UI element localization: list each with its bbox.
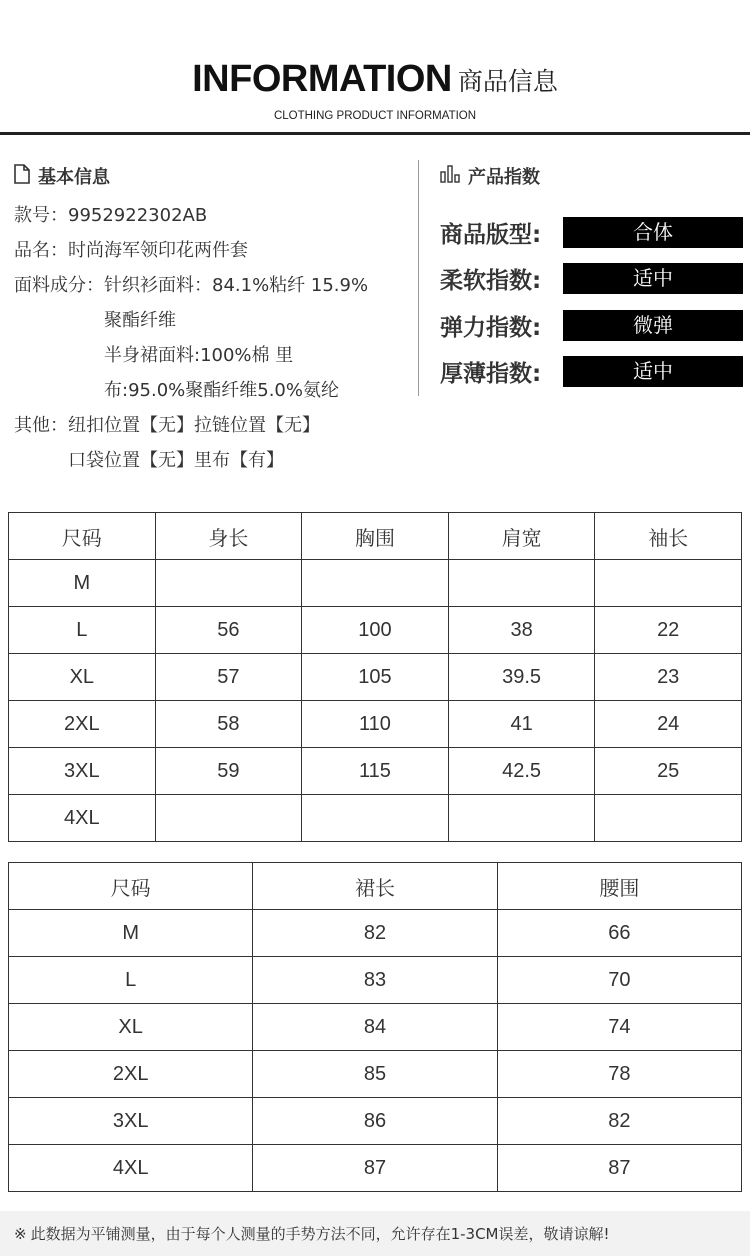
table-cell: 66 xyxy=(497,910,741,957)
table-cell: 105 xyxy=(302,654,449,701)
fabric-line: 针织衫面料：84.1%粘纤 15.9% xyxy=(104,275,369,296)
table-cell xyxy=(155,560,302,607)
table-row xyxy=(9,957,742,1004)
table-cell: 2XL xyxy=(9,701,156,748)
bar-chart-icon xyxy=(440,165,460,187)
index-value-badge: 合体 xyxy=(563,217,743,248)
fabric-line: 布:95.0%聚酯纤维5.0%氨纶 xyxy=(104,380,339,401)
index-value-badge: 微弹 xyxy=(563,310,743,341)
index-row-softness xyxy=(440,256,745,303)
other-line: 纽扣位置【无】拉链位置【无】 xyxy=(68,415,320,436)
title-english: INFORMATION xyxy=(192,58,452,100)
header-cell: 袖长 xyxy=(595,513,742,560)
product-index-heading xyxy=(440,160,745,192)
table-cell: 3XL xyxy=(9,1098,253,1145)
header-cell: 肩宽 xyxy=(448,513,595,560)
fabric-line: 半身裙面料:100%棉 里 xyxy=(104,345,294,366)
table-cell: 82 xyxy=(497,1098,741,1145)
title-row xyxy=(0,58,750,101)
title-chinese: 商品信息 xyxy=(457,66,558,96)
table-cell xyxy=(595,560,742,607)
table-cell: 83 xyxy=(253,957,497,1004)
product-name-value: 时尚海军领印花两件套 xyxy=(68,240,248,261)
index-row-thickness xyxy=(440,349,745,396)
table-cell xyxy=(448,795,595,842)
table-cell: 4XL xyxy=(9,1145,253,1192)
section-divider xyxy=(418,160,419,396)
table-cell: 56 xyxy=(155,607,302,654)
style-number-row xyxy=(14,198,414,233)
table-cell: 78 xyxy=(497,1051,741,1098)
fabric-row xyxy=(14,268,414,408)
table-cell: 24 xyxy=(595,701,742,748)
table-header-row xyxy=(9,863,742,910)
header-cell: 裙长 xyxy=(253,863,497,910)
index-label: 厚薄指数: xyxy=(440,361,542,388)
table-cell: 110 xyxy=(302,701,449,748)
index-row-fit xyxy=(440,209,745,256)
table-cell: 74 xyxy=(497,1004,741,1051)
table-cell: L xyxy=(9,607,156,654)
other-details xyxy=(68,408,320,478)
style-number-label: 款号： xyxy=(14,205,68,226)
table-cell: 59 xyxy=(155,748,302,795)
table-row xyxy=(9,654,742,701)
table-cell: 87 xyxy=(253,1145,497,1192)
other-line: 口袋位置【无】里布【有】 xyxy=(68,450,284,471)
basic-info-title: 基本信息 xyxy=(38,167,110,188)
table-cell: 3XL xyxy=(9,748,156,795)
table-header-row xyxy=(9,513,742,560)
table-cell: 100 xyxy=(302,607,449,654)
table-cell xyxy=(302,560,449,607)
reference-mark-icon: ※ xyxy=(14,1224,27,1243)
table-row xyxy=(9,607,742,654)
table-row xyxy=(9,1145,742,1192)
table-cell: M xyxy=(9,910,253,957)
table-cell: M xyxy=(9,560,156,607)
table-cell: 41 xyxy=(448,701,595,748)
table-cell: 22 xyxy=(595,607,742,654)
fabric-details xyxy=(104,268,368,408)
table-cell: 82 xyxy=(253,910,497,957)
page-header xyxy=(0,0,750,140)
style-number-value: 9952922302AB xyxy=(68,205,208,226)
table-row xyxy=(9,1051,742,1098)
basic-info-section xyxy=(14,160,414,478)
table-row xyxy=(9,560,742,607)
product-index-title: 产品指数 xyxy=(468,167,540,188)
other-label: 其他： xyxy=(14,415,68,436)
table-cell: 115 xyxy=(302,748,449,795)
skirt-size-table xyxy=(8,862,742,1192)
table-cell: L xyxy=(9,957,253,1004)
index-value-badge: 适中 xyxy=(563,356,743,387)
top-size-table xyxy=(8,512,742,842)
table-cell: 84 xyxy=(253,1004,497,1051)
disclaimer-text: 此数据为平铺测量，由于每个人测量的手势方法不同，允许存在1-3CM误差，敬请谅解! xyxy=(30,1225,610,1243)
table-row xyxy=(9,910,742,957)
table-cell: XL xyxy=(9,654,156,701)
product-index-section xyxy=(440,160,745,395)
table-row xyxy=(9,1098,742,1145)
document-icon xyxy=(14,164,30,188)
table-row xyxy=(9,701,742,748)
table-cell: 4XL xyxy=(9,795,156,842)
header-cell: 腰围 xyxy=(497,863,741,910)
index-label: 商品版型: xyxy=(440,221,542,248)
table-row xyxy=(9,1004,742,1051)
table-cell: 57 xyxy=(155,654,302,701)
table-cell xyxy=(448,560,595,607)
table-cell: 85 xyxy=(253,1051,497,1098)
table-cell: 58 xyxy=(155,701,302,748)
table-cell xyxy=(595,795,742,842)
header-divider xyxy=(0,132,750,135)
table-cell: 38 xyxy=(448,607,595,654)
header-cell: 身长 xyxy=(155,513,302,560)
index-value-badge: 适中 xyxy=(563,263,743,294)
index-label: 柔软指数: xyxy=(440,268,542,295)
header-cell: 胸围 xyxy=(302,513,449,560)
table-cell: 2XL xyxy=(9,1051,253,1098)
subtitle: CLOTHING PRODUCT INFORMATION xyxy=(273,110,477,122)
measurement-disclaimer xyxy=(0,1211,750,1256)
table-cell xyxy=(302,795,449,842)
table-cell: 87 xyxy=(497,1145,741,1192)
table-cell: 39.5 xyxy=(448,654,595,701)
fabric-label: 面料成分： xyxy=(14,275,104,296)
header-cell: 尺码 xyxy=(9,513,156,560)
table-cell xyxy=(155,795,302,842)
table-cell: 86 xyxy=(253,1098,497,1145)
table-cell: 25 xyxy=(595,748,742,795)
index-label: 弹力指数: xyxy=(440,314,542,341)
table-cell: XL xyxy=(9,1004,253,1051)
table-cell: 70 xyxy=(497,957,741,1004)
index-row-elasticity xyxy=(440,302,745,349)
product-name-row xyxy=(14,233,414,268)
basic-info-heading xyxy=(14,160,414,192)
header-cell: 尺码 xyxy=(9,863,253,910)
other-row xyxy=(14,408,414,478)
table-row xyxy=(9,795,742,842)
table-cell: 42.5 xyxy=(448,748,595,795)
fabric-line: 聚酯纤维 xyxy=(104,310,176,331)
table-cell: 23 xyxy=(595,654,742,701)
table-row xyxy=(9,748,742,795)
product-name-label: 品名： xyxy=(14,240,68,261)
